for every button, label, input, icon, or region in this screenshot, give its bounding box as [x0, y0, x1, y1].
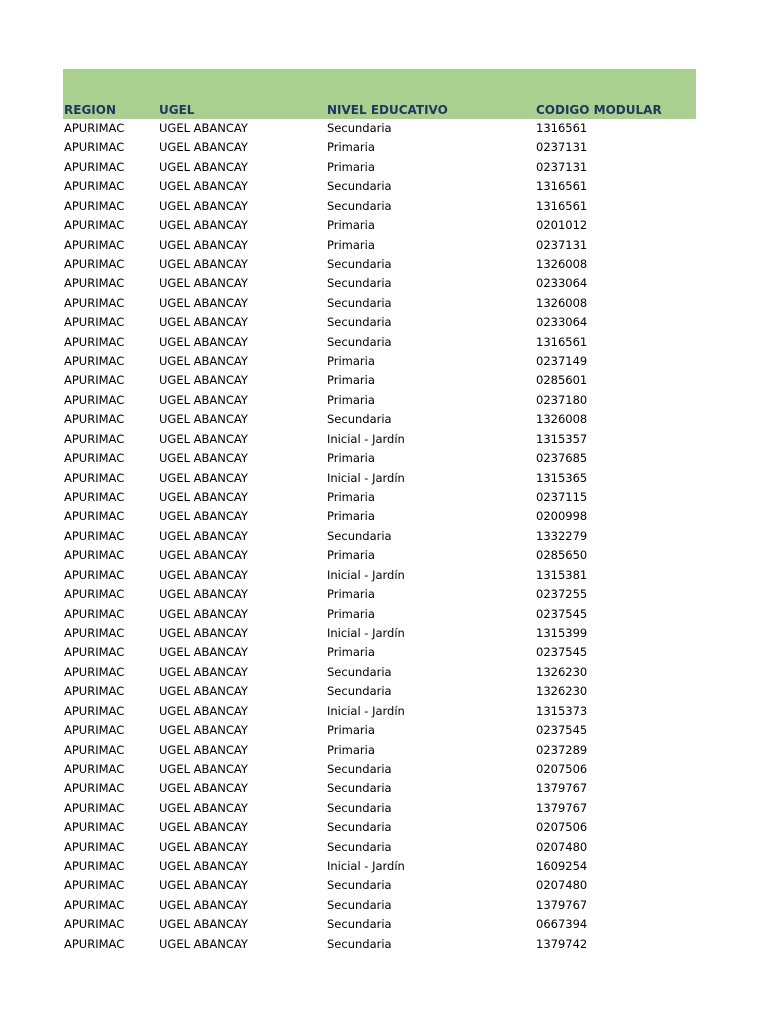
cell-nivel-educativo: Primaria [327, 354, 375, 369]
cell-ugel: UGEL ABANCAY [159, 878, 248, 893]
header-ugel: UGEL [159, 103, 195, 117]
table-row [63, 838, 696, 857]
cell-codigo-modular: 0200998 [536, 509, 588, 524]
cell-ugel: UGEL ABANCAY [159, 179, 248, 194]
cell-region: APURIMAC [64, 800, 125, 815]
cell-nivel-educativo: Primaria [327, 723, 375, 738]
cell-nivel-educativo: Primaria [327, 218, 375, 233]
cell-ugel: UGEL ABANCAY [159, 664, 248, 679]
table-row [63, 216, 696, 235]
cell-nivel-educativo: Secundaria [327, 412, 392, 427]
table-row [63, 333, 696, 352]
cell-codigo-modular: 0207480 [536, 839, 588, 854]
cell-codigo-modular: 1316561 [536, 198, 588, 213]
cell-region: APURIMAC [64, 587, 125, 602]
cell-ugel: UGEL ABANCAY [159, 198, 248, 213]
cell-ugel: UGEL ABANCAY [159, 781, 248, 796]
table-row [63, 799, 696, 818]
table-row [63, 507, 696, 526]
cell-nivel-educativo: Inicial - Jardín [327, 625, 405, 640]
table-row [63, 119, 696, 138]
cell-region: APURIMAC [64, 451, 125, 466]
cell-nivel-educativo: Primaria [327, 159, 375, 174]
table-row [63, 721, 696, 740]
cell-ugel: UGEL ABANCAY [159, 839, 248, 854]
cell-codigo-modular: 0237131 [536, 140, 588, 155]
cell-region: APURIMAC [64, 179, 125, 194]
cell-codigo-modular: 1609254 [536, 859, 588, 874]
cell-ugel: UGEL ABANCAY [159, 917, 248, 932]
cell-ugel: UGEL ABANCAY [159, 509, 248, 524]
cell-ugel: UGEL ABANCAY [159, 159, 248, 174]
cell-region: APURIMAC [64, 645, 125, 660]
cell-codigo-modular: 1379767 [536, 897, 588, 912]
cell-nivel-educativo: Secundaria [327, 198, 392, 213]
cell-ugel: UGEL ABANCAY [159, 412, 248, 427]
cell-codigo-modular: 0237289 [536, 742, 588, 757]
cell-ugel: UGEL ABANCAY [159, 606, 248, 621]
cell-region: APURIMAC [64, 528, 125, 543]
table-row [63, 779, 696, 798]
table-row [63, 546, 696, 565]
cell-codigo-modular: 1326230 [536, 664, 588, 679]
cell-region: APURIMAC [64, 859, 125, 874]
cell-ugel: UGEL ABANCAY [159, 121, 248, 135]
cell-ugel: UGEL ABANCAY [159, 723, 248, 738]
cell-codigo-modular: 0237545 [536, 606, 588, 621]
cell-codigo-modular: 1315373 [536, 703, 588, 718]
header-codigo-modular: CODIGO MODULAR [536, 103, 662, 117]
cell-region: APURIMAC [64, 159, 125, 174]
cell-region: APURIMAC [64, 256, 125, 271]
cell-nivel-educativo: Primaria [327, 509, 375, 524]
cell-nivel-educativo: Secundaria [327, 839, 392, 854]
cell-ugel: UGEL ABANCAY [159, 820, 248, 835]
table-row [63, 896, 696, 915]
table-row [63, 469, 696, 488]
cell-nivel-educativo: Primaria [327, 451, 375, 466]
cell-region: APURIMAC [64, 703, 125, 718]
cell-nivel-educativo: Primaria [327, 392, 375, 407]
cell-region: APURIMAC [64, 917, 125, 932]
cell-region: APURIMAC [64, 354, 125, 369]
table-row [63, 197, 696, 216]
cell-codigo-modular: 0207480 [536, 878, 588, 893]
cell-nivel-educativo: Secundaria [327, 800, 392, 815]
cell-region: APURIMAC [64, 198, 125, 213]
cell-ugel: UGEL ABANCAY [159, 392, 248, 407]
cell-region: APURIMAC [64, 121, 125, 135]
cell-ugel: UGEL ABANCAY [159, 684, 248, 699]
table-row [63, 410, 696, 429]
table-row [63, 236, 696, 255]
cell-nivel-educativo: Secundaria [327, 936, 392, 951]
cell-region: APURIMAC [64, 373, 125, 388]
cell-nivel-educativo: Secundaria [327, 256, 392, 271]
table-row [63, 760, 696, 779]
cell-region: APURIMAC [64, 723, 125, 738]
cell-region: APURIMAC [64, 839, 125, 854]
cell-codigo-modular: 0237685 [536, 451, 588, 466]
cell-codigo-modular: 0667394 [536, 917, 588, 932]
cell-nivel-educativo: Secundaria [327, 121, 392, 135]
data-table [63, 69, 696, 954]
table-row [63, 605, 696, 624]
cell-region: APURIMAC [64, 548, 125, 563]
table-row [63, 585, 696, 604]
cell-region: APURIMAC [64, 509, 125, 524]
table-row [63, 449, 696, 468]
cell-nivel-educativo: Primaria [327, 237, 375, 252]
cell-ugel: UGEL ABANCAY [159, 490, 248, 505]
cell-region: APURIMAC [64, 664, 125, 679]
cell-region: APURIMAC [64, 431, 125, 446]
cell-nivel-educativo: Secundaria [327, 897, 392, 912]
cell-ugel: UGEL ABANCAY [159, 548, 248, 563]
cell-codigo-modular: 1316561 [536, 179, 588, 194]
cell-nivel-educativo: Secundaria [327, 684, 392, 699]
cell-codigo-modular: 1315357 [536, 431, 588, 446]
cell-ugel: UGEL ABANCAY [159, 703, 248, 718]
cell-region: APURIMAC [64, 567, 125, 582]
cell-nivel-educativo: Secundaria [327, 664, 392, 679]
cell-codigo-modular: 1326008 [536, 412, 588, 427]
table-row [63, 566, 696, 585]
cell-codigo-modular: 0285601 [536, 373, 588, 388]
cell-region: APURIMAC [64, 936, 125, 951]
cell-ugel: UGEL ABANCAY [159, 859, 248, 874]
table-row [63, 138, 696, 157]
cell-region: APURIMAC [64, 276, 125, 291]
header-nivel-educativo: NIVEL EDUCATIVO [327, 103, 448, 117]
cell-ugel: UGEL ABANCAY [159, 276, 248, 291]
cell-nivel-educativo: Secundaria [327, 917, 392, 932]
cell-region: APURIMAC [64, 606, 125, 621]
table-row [63, 702, 696, 721]
table-row [63, 255, 696, 274]
cell-ugel: UGEL ABANCAY [159, 936, 248, 951]
cell-nivel-educativo: Primaria [327, 742, 375, 757]
cell-region: APURIMAC [64, 761, 125, 776]
cell-codigo-modular: 0207506 [536, 761, 588, 776]
cell-ugel: UGEL ABANCAY [159, 470, 248, 485]
cell-ugel: UGEL ABANCAY [159, 295, 248, 310]
cell-region: APURIMAC [64, 412, 125, 427]
cell-nivel-educativo: Inicial - Jardín [327, 470, 405, 485]
cell-region: APURIMAC [64, 140, 125, 155]
cell-nivel-educativo: Secundaria [327, 878, 392, 893]
cell-region: APURIMAC [64, 295, 125, 310]
cell-nivel-educativo: Secundaria [327, 781, 392, 796]
table-row [63, 391, 696, 410]
cell-codigo-modular: 1379767 [536, 800, 588, 815]
cell-nivel-educativo: Inicial - Jardín [327, 703, 405, 718]
cell-codigo-modular: 0237545 [536, 645, 588, 660]
cell-ugel: UGEL ABANCAY [159, 256, 248, 271]
table-row [63, 818, 696, 837]
table-row [63, 624, 696, 643]
cell-region: APURIMAC [64, 392, 125, 407]
cell-codigo-modular: 1326008 [536, 256, 588, 271]
table-row [63, 430, 696, 449]
table-row [63, 741, 696, 760]
cell-nivel-educativo: Secundaria [327, 820, 392, 835]
table-row [63, 488, 696, 507]
cell-codigo-modular: 0237180 [536, 392, 588, 407]
cell-codigo-modular: 0237115 [536, 490, 588, 505]
table-row [63, 663, 696, 682]
cell-nivel-educativo: Secundaria [327, 295, 392, 310]
cell-codigo-modular: 1326008 [536, 295, 588, 310]
cell-ugel: UGEL ABANCAY [159, 354, 248, 369]
cell-nivel-educativo: Primaria [327, 548, 375, 563]
cell-codigo-modular: 1315399 [536, 625, 588, 640]
cell-region: APURIMAC [64, 625, 125, 640]
cell-ugel: UGEL ABANCAY [159, 742, 248, 757]
cell-region: APURIMAC [64, 218, 125, 233]
cell-region: APURIMAC [64, 820, 125, 835]
cell-nivel-educativo: Primaria [327, 373, 375, 388]
cell-region: APURIMAC [64, 878, 125, 893]
cell-region: APURIMAC [64, 490, 125, 505]
table-row [63, 527, 696, 546]
cell-nivel-educativo: Primaria [327, 606, 375, 621]
cell-codigo-modular: 1316561 [536, 121, 588, 135]
cell-ugel: UGEL ABANCAY [159, 587, 248, 602]
cell-codigo-modular: 0237149 [536, 354, 588, 369]
cell-region: APURIMAC [64, 742, 125, 757]
cell-region: APURIMAC [64, 334, 125, 349]
cell-codigo-modular: 1315381 [536, 567, 588, 582]
cell-ugel: UGEL ABANCAY [159, 897, 248, 912]
cell-ugel: UGEL ABANCAY [159, 528, 248, 543]
cell-nivel-educativo: Secundaria [327, 761, 392, 776]
cell-codigo-modular: 0207506 [536, 820, 588, 835]
cell-ugel: UGEL ABANCAY [159, 625, 248, 640]
cell-nivel-educativo: Secundaria [327, 179, 392, 194]
cell-codigo-modular: 1332279 [536, 528, 588, 543]
table-row [63, 158, 696, 177]
cell-nivel-educativo: Inicial - Jardín [327, 567, 405, 582]
cell-codigo-modular: 0233064 [536, 315, 588, 330]
cell-codigo-modular: 0233064 [536, 276, 588, 291]
cell-ugel: UGEL ABANCAY [159, 315, 248, 330]
cell-codigo-modular: 1326230 [536, 684, 588, 699]
cell-nivel-educativo: Primaria [327, 140, 375, 155]
table-row [63, 371, 696, 390]
cell-nivel-educativo: Secundaria [327, 315, 392, 330]
cell-nivel-educativo: Secundaria [327, 276, 392, 291]
cell-codigo-modular: 0237131 [536, 159, 588, 174]
cell-codigo-modular: 0237255 [536, 587, 588, 602]
cell-region: APURIMAC [64, 315, 125, 330]
cell-nivel-educativo: Primaria [327, 645, 375, 660]
table-row [63, 857, 696, 876]
cell-region: APURIMAC [64, 237, 125, 252]
table-row [63, 177, 696, 196]
cell-codigo-modular: 1379742 [536, 936, 588, 951]
cell-region: APURIMAC [64, 781, 125, 796]
table-row [63, 274, 696, 293]
table-row [63, 682, 696, 701]
cell-nivel-educativo: Secundaria [327, 528, 392, 543]
table-row [63, 935, 696, 954]
cell-nivel-educativo: Secundaria [327, 334, 392, 349]
cell-ugel: UGEL ABANCAY [159, 218, 248, 233]
cell-codigo-modular: 0201012 [536, 218, 588, 233]
table-row [63, 313, 696, 332]
cell-codigo-modular: 0237131 [536, 237, 588, 252]
cell-codigo-modular: 0285650 [536, 548, 588, 563]
cell-codigo-modular: 0237545 [536, 723, 588, 738]
cell-ugel: UGEL ABANCAY [159, 761, 248, 776]
header-region: REGION [64, 103, 116, 117]
cell-nivel-educativo: Inicial - Jardín [327, 859, 405, 874]
table-row [63, 915, 696, 934]
cell-ugel: UGEL ABANCAY [159, 431, 248, 446]
cell-ugel: UGEL ABANCAY [159, 140, 248, 155]
cell-nivel-educativo: Primaria [327, 490, 375, 505]
table-row [63, 294, 696, 313]
table-body [63, 119, 696, 954]
cell-codigo-modular: 1379767 [536, 781, 588, 796]
cell-codigo-modular: 1316561 [536, 334, 588, 349]
cell-ugel: UGEL ABANCAY [159, 451, 248, 466]
cell-ugel: UGEL ABANCAY [159, 237, 248, 252]
cell-ugel: UGEL ABANCAY [159, 373, 248, 388]
table-header [63, 69, 696, 119]
cell-nivel-educativo: Primaria [327, 587, 375, 602]
table-row [63, 352, 696, 371]
cell-nivel-educativo: Inicial - Jardín [327, 431, 405, 446]
cell-ugel: UGEL ABANCAY [159, 800, 248, 815]
cell-codigo-modular: 1315365 [536, 470, 588, 485]
table-row [63, 876, 696, 895]
table-row [63, 643, 696, 662]
cell-region: APURIMAC [64, 897, 125, 912]
cell-ugel: UGEL ABANCAY [159, 645, 248, 660]
cell-ugel: UGEL ABANCAY [159, 334, 248, 349]
cell-region: APURIMAC [64, 684, 125, 699]
cell-ugel: UGEL ABANCAY [159, 567, 248, 582]
cell-region: APURIMAC [64, 470, 125, 485]
